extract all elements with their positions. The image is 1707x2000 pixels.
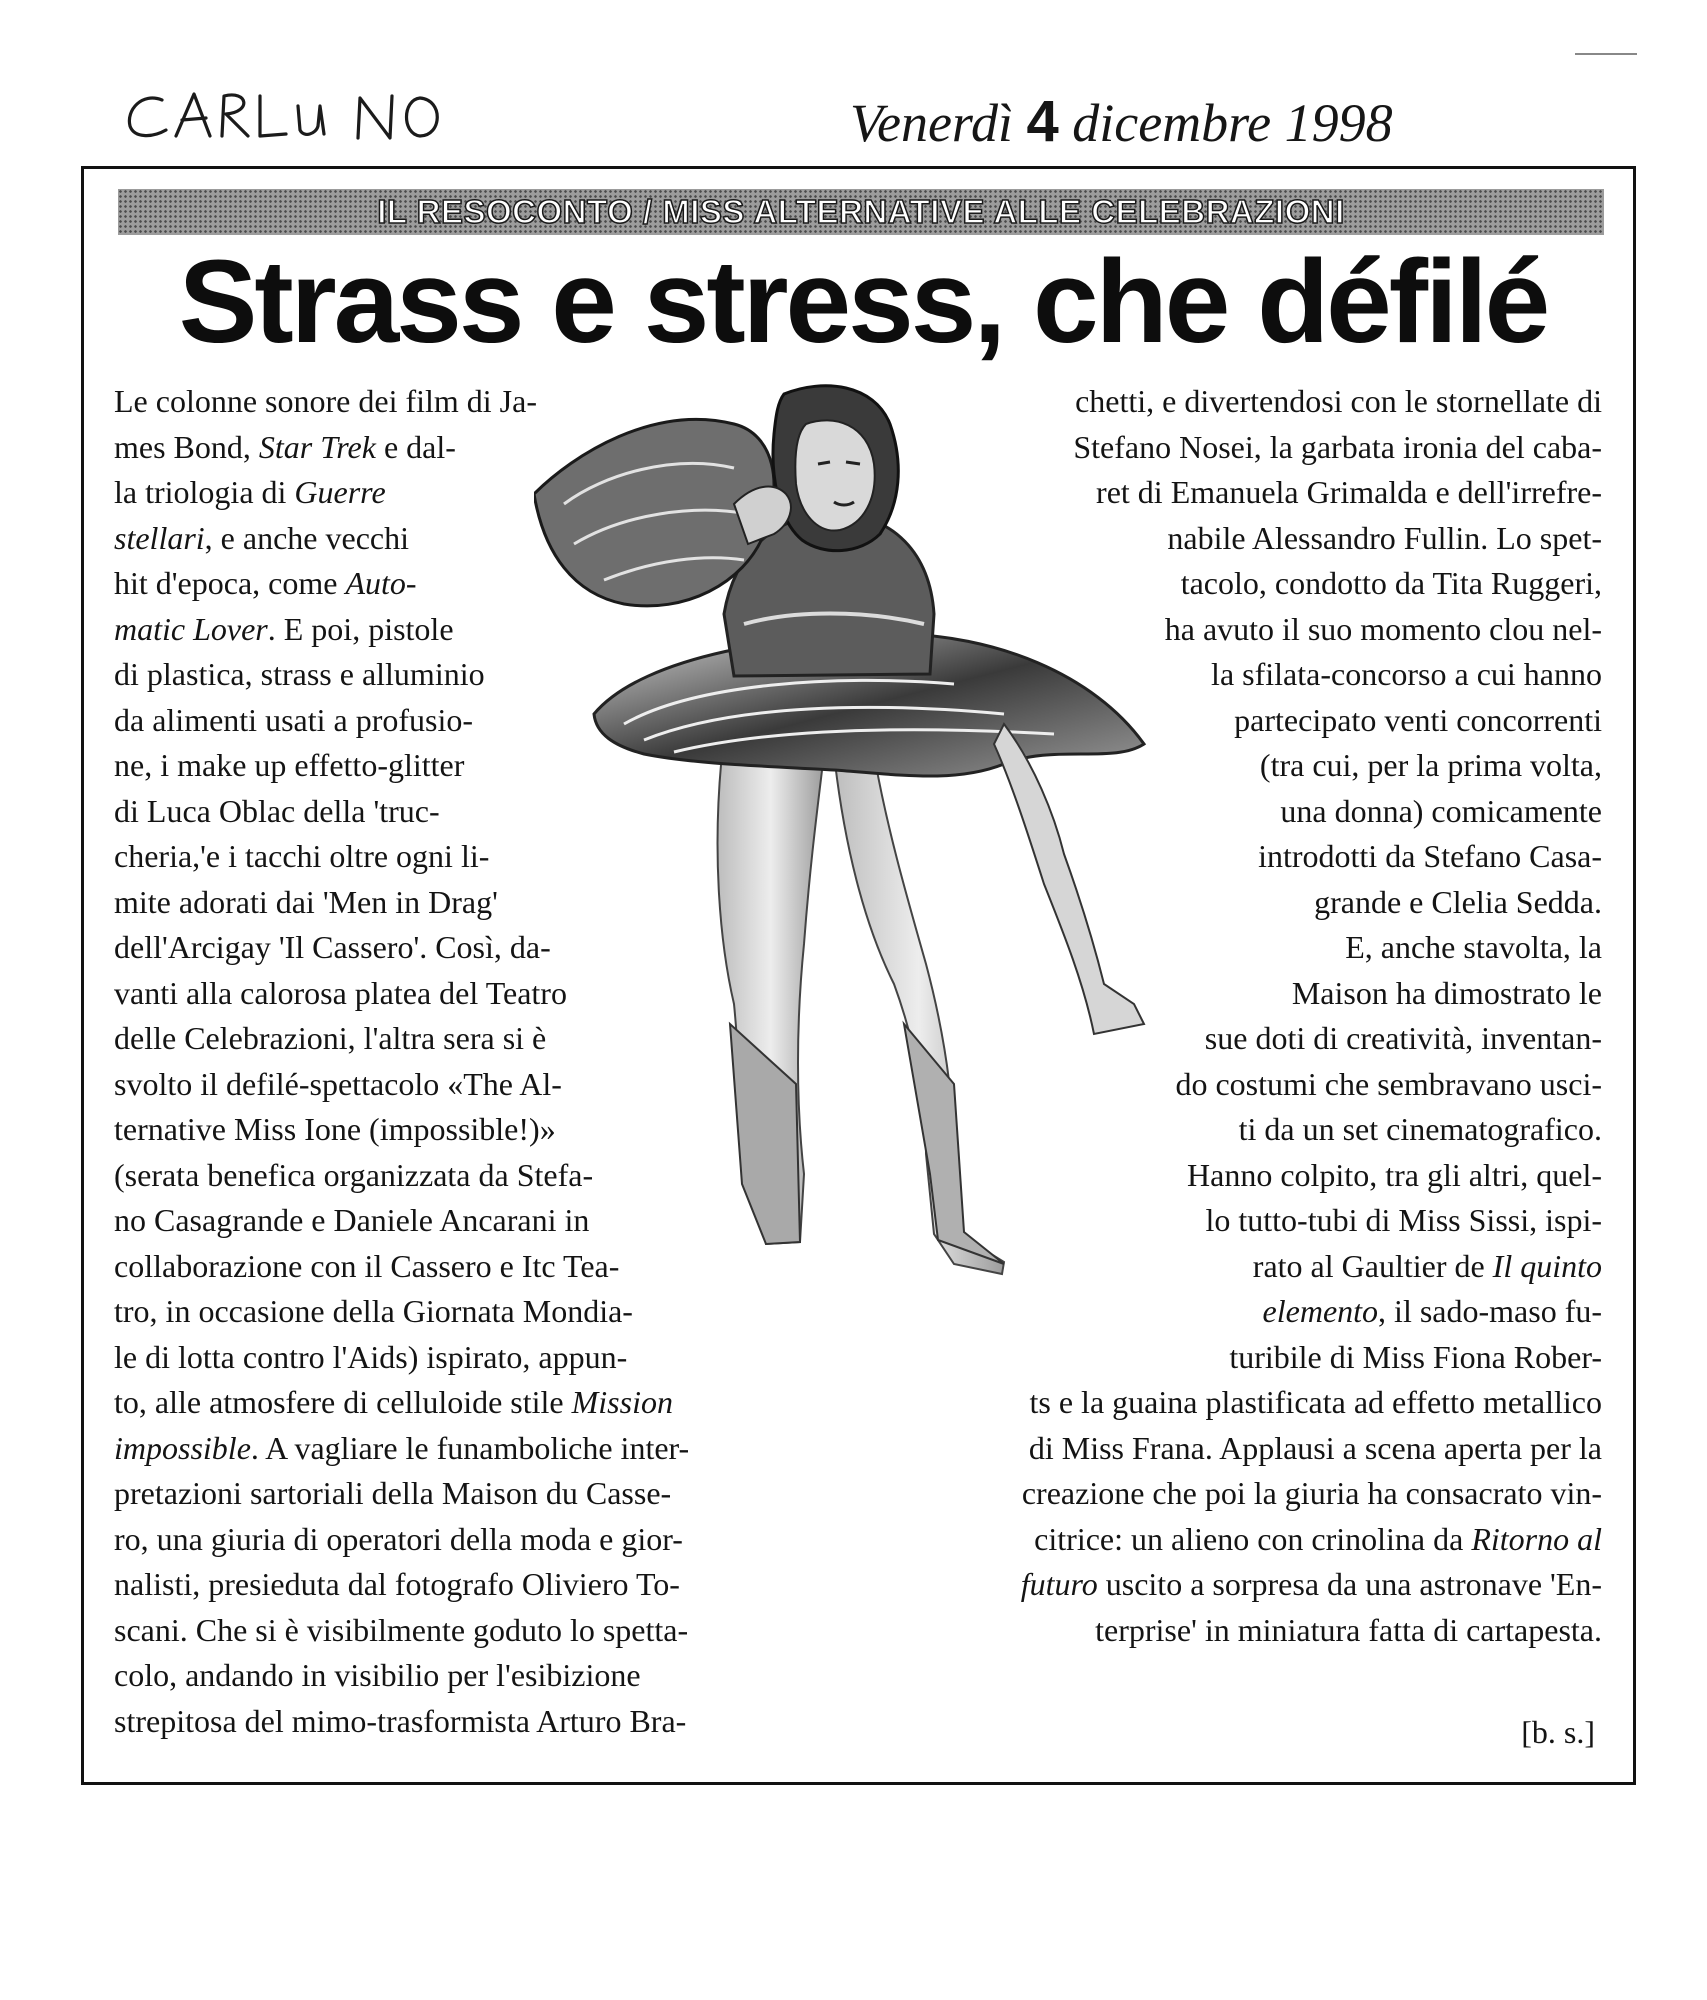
text-line: tacolo, condotto da Tita Ruggeri, — [1180, 565, 1602, 601]
text-line: da alimenti usati a profusio- — [114, 701, 474, 738]
text-line: (tra cui, per la prima volta, — [1259, 747, 1602, 783]
text-line: Le colonne sonore dei film di Ja- — [114, 383, 537, 419]
text-line: tro, in occasione della Giornata Mondia- — [114, 1293, 633, 1329]
text-line: scani. Che si è visibilmente goduto lo spetta- — [114, 1611, 689, 1648]
text-line: sue doti di creatività, inventan- — [1204, 1020, 1602, 1056]
corner-rule — [1575, 53, 1637, 55]
text-line: di plastica, strass e alluminio — [114, 656, 485, 692]
text-line: ts e la guaina plastificata ad effetto metallico — [1029, 1384, 1602, 1420]
dateline-month-year: dicembre 1998 — [1072, 93, 1393, 153]
text-line: la sfilata-concorso a cui hanno — [1211, 656, 1602, 692]
text-line: dell'Arcigay 'Il Cassero'. Così, da- — [114, 929, 551, 965]
article-box — [81, 166, 1636, 1785]
text-line: colo, andando in visibilio per l'esibizione — [114, 1657, 641, 1693]
author-signature: [b. s.] — [1521, 1714, 1595, 1750]
text-line: vanti alla calorosa platea del Teatro — [114, 974, 567, 1011]
text-line: turibile di Miss Fiona Rober- — [1229, 1338, 1602, 1375]
text-line: rato al Gaultier de Il quinto — [1252, 1247, 1602, 1284]
text-line: elemento, il sado-maso fu- — [1262, 1293, 1602, 1329]
text-line: nalisti, presieduta dal fotografo Oliviero To- — [114, 1566, 680, 1602]
text-line: mes Bond, Star Trek e dal- — [114, 428, 456, 465]
text-line: ha avuto il suo momento clou nel- — [1164, 610, 1602, 647]
text-line: pretazioni sartoriali della Maison du Casse- — [114, 1475, 672, 1511]
text-line: ro, una giuria di operatori della moda e gior- — [114, 1520, 683, 1557]
text-line: terprise' in miniatura fatta di cartapesta. — [1095, 1611, 1602, 1648]
text-line: ret di Emanuela Grimalda e dell'irrefre- — [1096, 474, 1602, 510]
text-line: lo tutto-tubi di Miss Sissi, ispi- — [1205, 1202, 1602, 1238]
text-line: ne, i make up effetto-glitter — [114, 747, 465, 783]
text-line: stellari, e anche vecchi — [114, 519, 409, 556]
text-line: svolto il defilé-spettacolo «The Al- — [114, 1065, 562, 1102]
text-line: Hanno colpito, tra gli altri, quel- — [1187, 1156, 1602, 1193]
text-line: do costumi che sembravano usci- — [1175, 1065, 1602, 1102]
dateline-weekday: Venerdì — [850, 93, 1013, 153]
text-line: (serata benefica organizzata da Stefa- — [114, 1156, 594, 1193]
text-line: citrice: un alieno con crinolina da Ritorno al — [1034, 1520, 1602, 1557]
text-line: partecipato venti concorrenti — [1234, 701, 1602, 738]
text-line: nabile Alessandro Fullin. Lo spet- — [1167, 519, 1602, 556]
text-line: introdotti da Stefano Casa- — [1258, 838, 1602, 874]
kicker-banner — [118, 189, 1604, 235]
headline: Strass e stress, che défilé — [178, 236, 1548, 368]
text-line: hit d'epoca, come Auto- — [114, 565, 417, 601]
kicker-text: IL RESOCONTO / MISS ALTERNATIVE ALLE CELEBRAZIONI — [377, 193, 1345, 230]
text-line: strepitosa del mimo-trasformista Arturo Bra- — [114, 1702, 687, 1739]
article-text-right-column — [874, 379, 1602, 1653]
text-line: ternative Miss Ione (impossible!)» — [114, 1111, 556, 1147]
text-line: to, alle atmosfere di celluloide stile Mission — [114, 1384, 673, 1420]
text-line: le di lotta contro l'Aids) ispirato, appun- — [114, 1338, 628, 1375]
text-line: cheria,'e i tacchi oltre ogni li- — [114, 838, 490, 874]
dateline — [850, 88, 1393, 155]
text-line: no Casagrande e Daniele Ancarani in — [114, 1202, 590, 1238]
text-line: chetti, e divertendosi con le stornellate di — [1075, 383, 1602, 419]
text-line: una donna) comicamente — [1280, 792, 1602, 829]
text-line: di Luca Oblac della 'truc- — [114, 792, 440, 829]
text-line: delle Celebrazioni, l'altra sera si è — [114, 1020, 547, 1056]
text-line: matic Lover. E poi, pistole — [114, 610, 454, 647]
text-line: grande e Clelia Sedda. — [1314, 883, 1602, 920]
text-line: impossible. A vagliare le funamboliche inter- — [114, 1429, 690, 1466]
handwritten-masthead — [120, 72, 480, 152]
text-line: collaborazione con il Cassero e Itc Tea- — [114, 1247, 620, 1284]
dateline-day: 4 — [1026, 89, 1059, 154]
text-line: di Miss Frana. Applausi a scena aperta per la — [1028, 1429, 1602, 1466]
text-line: Stefano Nosei, la garbata ironia del caba- — [1073, 428, 1602, 465]
text-line: creazione che poi la giuria ha consacrato vin- — [1021, 1475, 1602, 1511]
text-line: E, anche stavolta, la — [1345, 929, 1602, 965]
text-line: ti da un set cinematografico. — [1238, 1111, 1602, 1147]
text-line: futuro uscito a sorpresa da una astronave 'En- — [1020, 1566, 1602, 1602]
article-text-left-column — [114, 379, 689, 1744]
text-line: Maison ha dimostrato le — [1291, 974, 1602, 1011]
text-line: mite adorati dai 'Men in Drag' — [114, 883, 498, 920]
text-line: la triologia di Guerre — [114, 474, 386, 510]
